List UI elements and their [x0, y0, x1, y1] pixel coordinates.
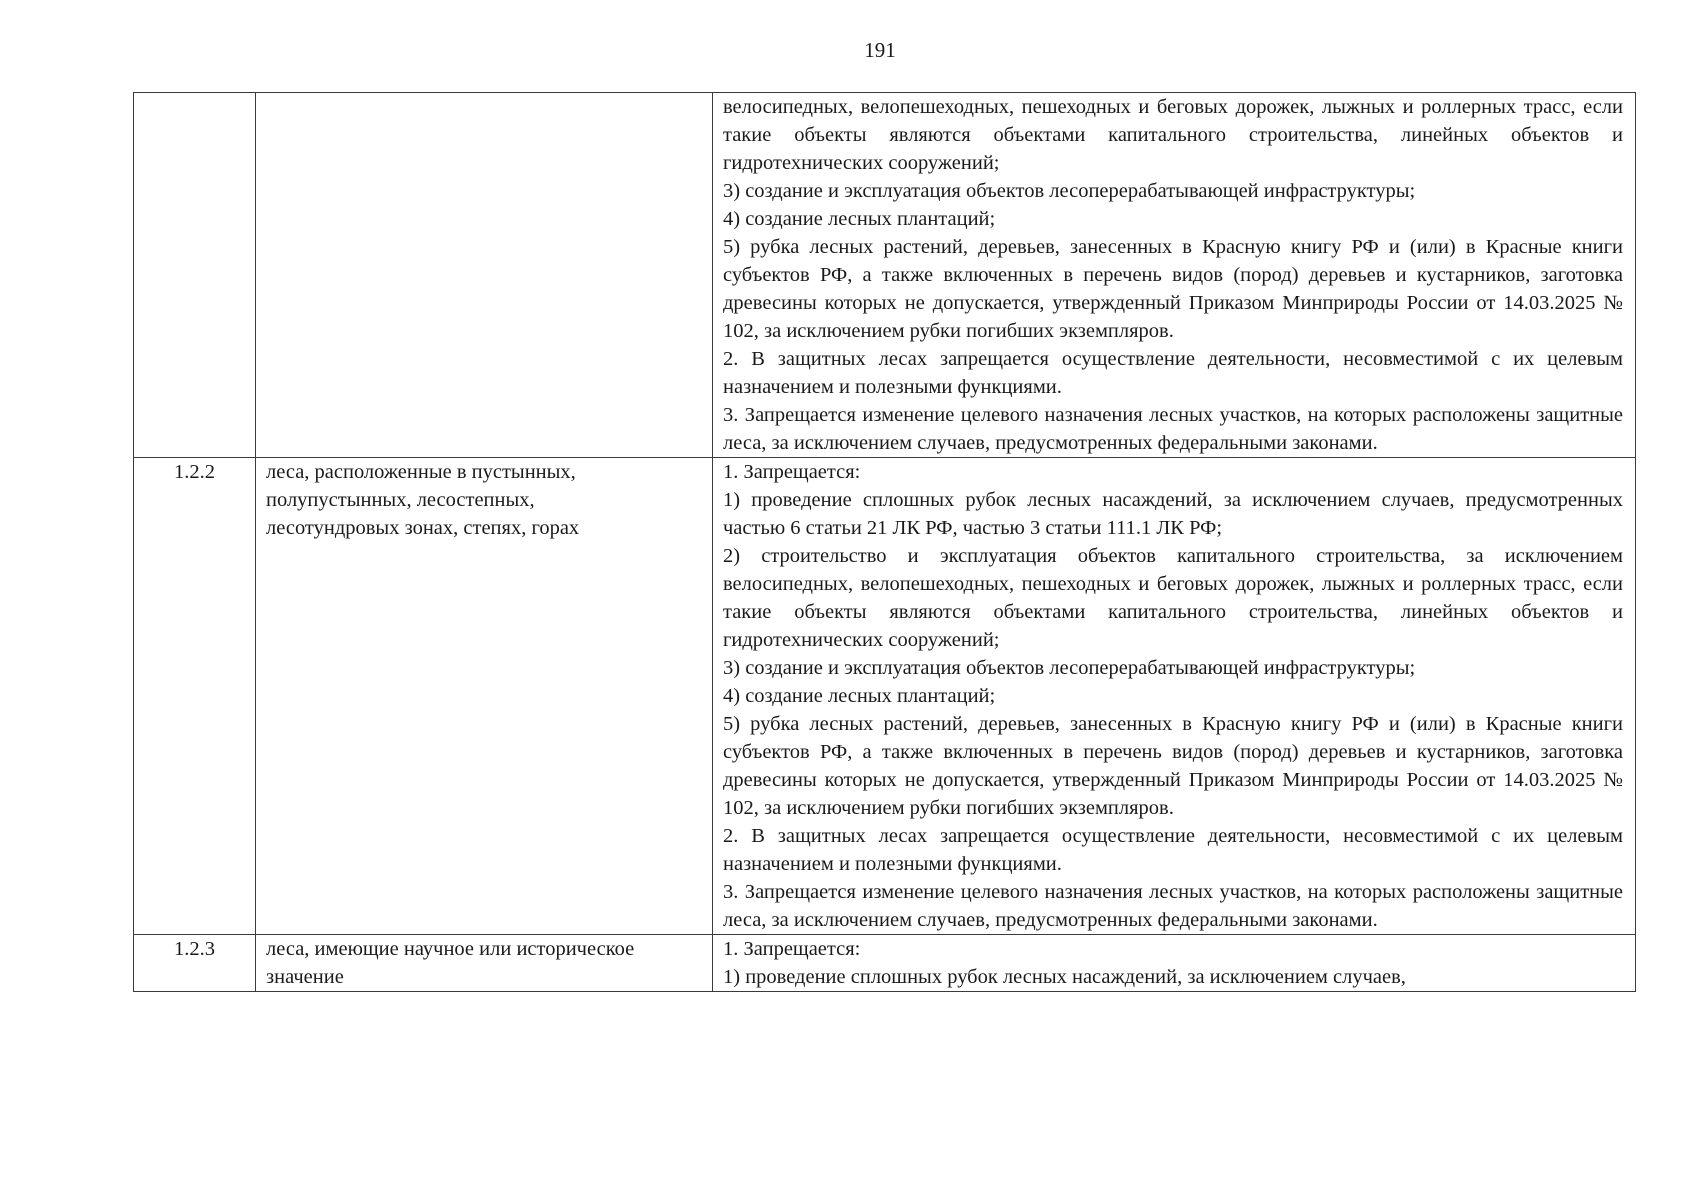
restriction-paragraph: 2. В защитных лесах запрещается осуществление деятельности, несовместимой с их целевым назначением и полезными функциями.	[723, 348, 1623, 398]
table-row	[134, 458, 1636, 935]
restrictions-cell	[713, 935, 1636, 992]
restriction-paragraph: 3. Запрещается изменение целевого назначения лесных участков, на которых расположены защитные леса, за исключением случаев, предусмотренных федеральными законами.	[723, 404, 1623, 454]
restriction-paragraph: 5) рубка лесных растений, деревьев, занесенных в Красную книгу РФ и (или) в Красные книги субъектов РФ, а также включенных в перечень видов (пород) деревьев и кустарников, заготовка древесины которых не допускается, утвержденный Приказом Минприроды России от 14.03.2025 № 102, за исключением рубки погибших экземпляров.	[723, 236, 1623, 342]
restrictions-table	[133, 92, 1636, 992]
restrictions-cell	[713, 458, 1636, 935]
restriction-paragraph: 2. В защитных лесах запрещается осуществление деятельности, несовместимой с их целевым назначением и полезными функциями.	[723, 825, 1623, 875]
forest-category-cell	[256, 458, 713, 935]
restriction-paragraph: 4) создание лесных плантаций;	[723, 685, 996, 707]
restriction-paragraph: 1. Запрещается:	[723, 938, 861, 960]
restriction-paragraph: 4) создание лесных плантаций;	[723, 208, 996, 230]
row-number-cell	[134, 93, 256, 458]
table-row	[134, 935, 1636, 992]
restriction-paragraph: 2) строительство и эксплуатация объектов капитального строительства, за исключением велосипедных, велопешеходных, пешеходных и беговых дорожек, лыжных и роллерных трасс, если такие объекты являются объектами капитального строительства, линейных объектов и гидротехнических сооружений;	[723, 545, 1623, 651]
forest-category-cell	[256, 935, 713, 992]
restrictions-cell	[713, 93, 1636, 458]
restriction-paragraph: велосипедных, велопешеходных, пешеходных и беговых дорожек, лыжных и роллерных трасс, если такие объекты являются объектами капитального строительства, линейных объектов и гидротехнических сооружений;	[723, 96, 1623, 174]
row-number-cell: 1.2.3	[134, 935, 256, 992]
restriction-paragraph: 5) рубка лесных растений, деревьев, занесенных в Красную книгу РФ и (или) в Красные книги субъектов РФ, а также включенных в перечень видов (пород) деревьев и кустарников, заготовка древесины которых не допускается, утвержденный Приказом Минприроды России от 14.03.2025 № 102, за исключением рубки погибших экземпляров.	[723, 713, 1623, 819]
forest-category-text: леса, имеющие научное или историческое значение	[266, 938, 635, 988]
restriction-paragraph: 1. Запрещается:	[723, 461, 861, 483]
restriction-paragraph: 1) проведение сплошных рубок лесных насаждений, за исключением случаев,	[723, 966, 1406, 988]
forest-category-text: леса, расположенные в пустынных, полупустынных, лесостепных, лесотундровых зонах, степях, горах	[266, 461, 580, 539]
forest-category-cell	[256, 93, 713, 458]
restriction-paragraph: 3) создание и эксплуатация объектов лесоперерабатывающей инфраструктуры;	[723, 180, 1416, 202]
table-row	[134, 93, 1636, 458]
row-number-cell: 1.2.2	[134, 458, 256, 935]
restriction-paragraph: 1) проведение сплошных рубок лесных насаждений, за исключением случаев, предусмотренных частью 6 статьи 21 ЛК РФ, частью 3 статьи 111.1 ЛК РФ;	[723, 489, 1623, 539]
page-number: 191	[864, 38, 896, 62]
restriction-paragraph: 3) создание и эксплуатация объектов лесоперерабатывающей инфраструктуры;	[723, 657, 1416, 679]
restriction-paragraph: 3. Запрещается изменение целевого назначения лесных участков, на которых расположены защитные леса, за исключением случаев, предусмотренных федеральными законами.	[723, 881, 1623, 931]
